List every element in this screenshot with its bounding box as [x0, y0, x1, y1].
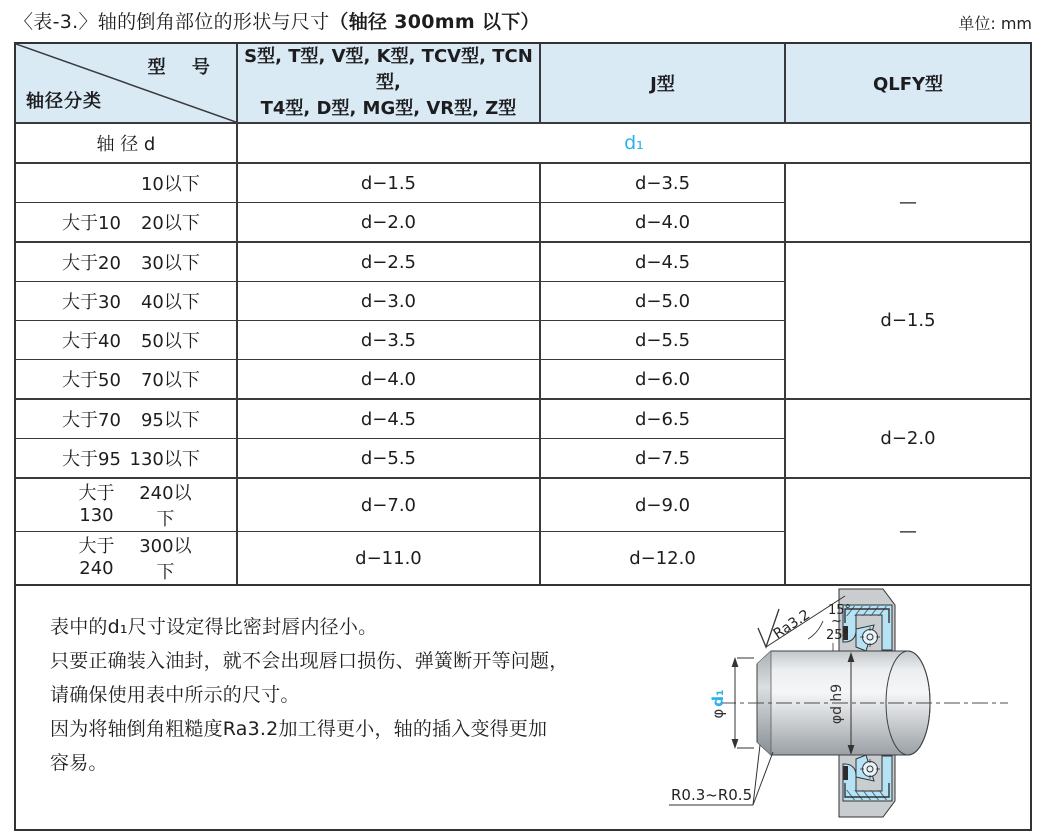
notes-text — [50, 610, 568, 780]
corner-top-label: 型 号 — [147, 57, 220, 78]
cell-qlfy: — — [785, 478, 1030, 584]
cell-j: d−12.0 — [540, 532, 785, 585]
dim-shaft-label: φd h9 — [829, 683, 845, 725]
range-over: 大于70 — [62, 410, 121, 431]
title-row — [14, 7, 1032, 34]
cell-s: d−3.5 — [237, 321, 540, 360]
table-row — [16, 478, 1030, 532]
range-over: 大于240 — [78, 536, 115, 579]
corner-bottom-label: 轴径分类 — [26, 91, 102, 112]
table-row — [16, 242, 1030, 282]
cell-j: d−6.0 — [540, 360, 785, 400]
range-under: 10以下 — [140, 174, 200, 195]
note-line: 容易。 — [50, 752, 108, 774]
table-row — [16, 399, 1030, 439]
range-under: 300以下 — [139, 536, 192, 583]
range-under: 50以下 — [140, 331, 200, 352]
shaft-chamfer-diagram — [660, 586, 1033, 829]
note-line: 请确保使用表中所示的尺寸。 — [50, 684, 300, 706]
range-over: 大于30 — [62, 292, 121, 313]
cell-s: d−5.5 — [237, 439, 540, 479]
cell-qlfy: d−2.0 — [785, 399, 1030, 478]
angle-top-label: 15° — [828, 603, 852, 618]
header-seal-types-line1: S型, T型, V型, K型, TCV型, TCN型, — [244, 46, 533, 93]
diameter-label: 轴 径 d — [16, 123, 237, 163]
cell-j: d−4.0 — [540, 203, 785, 243]
cell-s: d−4.5 — [237, 399, 540, 439]
radius-label: R0.3~R0.5 — [671, 786, 753, 804]
header-j-type: J型 — [540, 44, 785, 123]
range-under: 240以下 — [139, 483, 192, 530]
diameter-value-d1: d₁ — [237, 123, 1030, 163]
cell-s: d−11.0 — [237, 532, 540, 585]
range-over: 大于20 — [62, 253, 121, 274]
unit-label: 单位: mm — [958, 14, 1032, 33]
cell-j: d−3.5 — [540, 163, 785, 203]
cell-j: d−7.5 — [540, 439, 785, 479]
cell-s: d−3.0 — [237, 282, 540, 321]
range-under: 95以下 — [140, 410, 200, 431]
range-under: 40以下 — [140, 292, 200, 313]
cell-s: d−2.0 — [237, 203, 540, 243]
dim-d1-label: φd₁ — [709, 689, 727, 719]
roughness-label: Ra3.2 — [770, 606, 813, 643]
roughness-callout — [758, 596, 851, 651]
note-line: 只要正确装入油封，就不会出现唇口损伤、弹簧断开等问题， — [50, 650, 569, 672]
cell-s: d−4.0 — [237, 360, 540, 400]
angle-tilde: ~ — [831, 614, 842, 629]
cell-s: d−7.0 — [237, 478, 540, 532]
cell-qlfy: d−1.5 — [785, 242, 1030, 399]
cell-j: d−4.5 — [540, 242, 785, 282]
diameter-row — [16, 123, 1030, 163]
table-row — [16, 163, 1030, 203]
cell-qlfy: — — [785, 163, 1030, 242]
note-line: 因为将轴倒角粗糙度Ra3.2加工得更小，轴的插入变得更加 — [50, 718, 548, 740]
radius-callout — [669, 745, 773, 805]
cell-j: d−5.0 — [540, 282, 785, 321]
range-under: 70以下 — [140, 370, 200, 391]
range-under: 20以下 — [140, 213, 200, 234]
range-over: 大于95 — [62, 449, 121, 470]
notes-panel — [16, 584, 1030, 829]
garter-spring — [863, 630, 878, 645]
corner-header-cell — [16, 44, 237, 123]
title-paren: （轴径 300mm 以下） — [329, 11, 540, 33]
range-over: 大于50 — [62, 370, 121, 391]
range-under: 130以下 — [129, 449, 200, 470]
note-line: 表中的d₁尺寸设定得比密封唇内径小。 — [50, 616, 378, 638]
cell-s: d−1.5 — [237, 163, 540, 203]
header-seal-types-line2: T4型, D型, MG型, VR型, Z型 — [260, 98, 517, 119]
dimension-table — [14, 42, 1032, 831]
range-over: 大于40 — [62, 331, 121, 352]
cell-j: d−9.0 — [540, 478, 785, 532]
range-over: 大于10 — [62, 213, 121, 234]
header-qlfy-type: QLFY型 — [785, 44, 1030, 123]
title-main: 轴的倒角部位的形状与尺寸 — [97, 11, 330, 33]
range-over: 大于130 — [78, 483, 115, 526]
range-under: 30以下 — [140, 253, 200, 274]
header-seal-types — [237, 44, 540, 123]
cell-s: d−2.5 — [237, 242, 540, 282]
page-title — [14, 7, 540, 34]
cell-j: d−6.5 — [540, 399, 785, 439]
angle-bottom-label: 25° — [826, 628, 850, 643]
header-row — [16, 44, 1030, 123]
title-bracket: 〈表-3.〉 — [14, 11, 98, 33]
cell-j: d−5.5 — [540, 321, 785, 360]
